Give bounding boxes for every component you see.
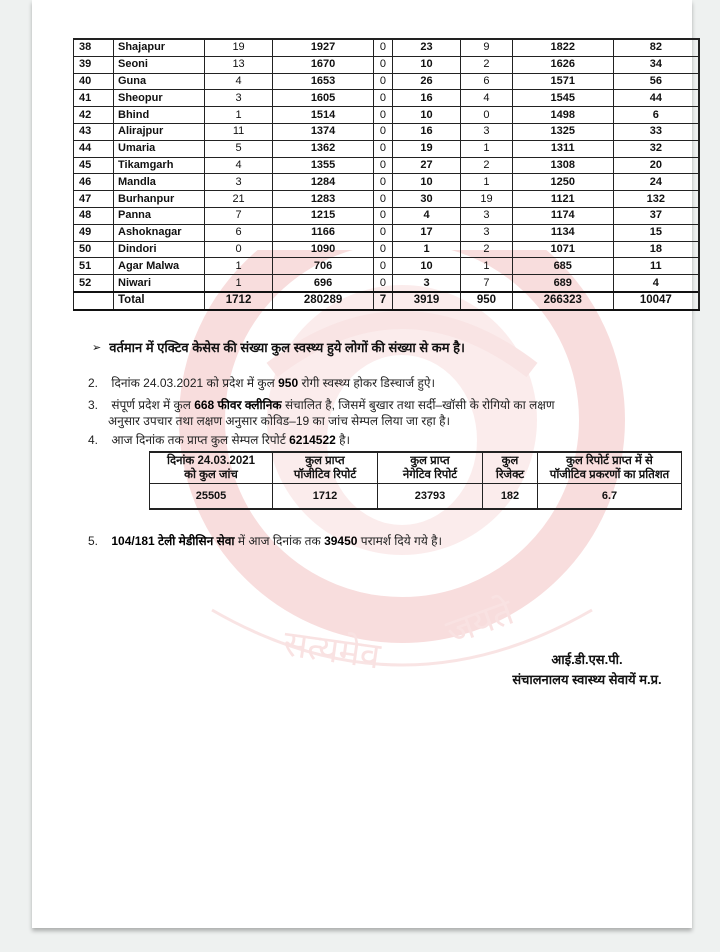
point-text: संपूर्ण प्रदेश में कुल bbox=[111, 398, 191, 412]
note-text: वर्तमान में एक्टिव केसेस की संख्या कुल स्वस्थ्य हुये लोगों की संख्या से कम है। bbox=[109, 340, 465, 355]
point-text: परामर्श दिये गये है। bbox=[360, 534, 443, 548]
cell: 3 bbox=[205, 90, 273, 107]
cell: 56 bbox=[613, 73, 699, 90]
cell: 1121 bbox=[512, 191, 613, 208]
serial-number: 48 bbox=[74, 207, 114, 224]
cell: 37 bbox=[613, 207, 699, 224]
total-tests-value: 25505 bbox=[150, 484, 273, 510]
cell: 32 bbox=[613, 140, 699, 157]
cell: 3 bbox=[461, 207, 513, 224]
serial-number: 52 bbox=[74, 275, 114, 292]
total-cell: 3919 bbox=[392, 292, 460, 310]
cell: 0 bbox=[374, 90, 393, 107]
cell: 1927 bbox=[273, 39, 374, 56]
cell: 1 bbox=[461, 174, 513, 191]
total-cell: 280289 bbox=[273, 292, 374, 310]
cell: 0 bbox=[374, 157, 393, 174]
cell: 1355 bbox=[273, 157, 374, 174]
cell: 0 bbox=[374, 174, 393, 191]
cell: 1822 bbox=[512, 39, 613, 56]
cell: 1215 bbox=[273, 207, 374, 224]
point-5 bbox=[88, 533, 442, 549]
cell: 30 bbox=[392, 191, 460, 208]
cell: 1134 bbox=[512, 224, 613, 241]
serial-number: 51 bbox=[74, 258, 114, 275]
svg-text:सत्यमेव: सत्यमेव bbox=[280, 623, 383, 678]
cell: 2 bbox=[461, 241, 513, 258]
cell: 13 bbox=[205, 56, 273, 73]
district-name: Shajapur bbox=[114, 39, 205, 56]
cell: 696 bbox=[273, 275, 374, 292]
cell: 1174 bbox=[512, 207, 613, 224]
discharged-count: 950 bbox=[278, 376, 299, 390]
point-number: 2. bbox=[88, 376, 99, 390]
serial-number: 49 bbox=[74, 224, 114, 241]
table-row bbox=[74, 73, 700, 90]
cell: 2 bbox=[461, 157, 513, 174]
cell: 0 bbox=[461, 107, 513, 124]
cell: 1 bbox=[392, 241, 460, 258]
district-name: Burhanpur bbox=[114, 191, 205, 208]
district-name: Ashoknagar bbox=[114, 224, 205, 241]
point-text: में आज दिनांक तक bbox=[237, 534, 321, 548]
total-cell: 266323 bbox=[512, 292, 613, 310]
table-row bbox=[74, 56, 700, 73]
table-row bbox=[74, 39, 700, 56]
fever-clinic-count: 668 फीवर क्लीनिक bbox=[194, 398, 282, 412]
district-name: Niwari bbox=[114, 275, 205, 292]
cell: 3 bbox=[461, 224, 513, 241]
cell: 0 bbox=[374, 275, 393, 292]
table-row bbox=[74, 174, 700, 191]
cell: 1498 bbox=[512, 107, 613, 124]
point-text: आज दिनांक तक प्राप्त कुल सेम्पल रिपोर्ट bbox=[111, 433, 286, 447]
district-name: Mandla bbox=[114, 174, 205, 191]
point-text-continued: अनुसार उपचार तथा लक्षण अनुसार कोविड–19 का जांच सेम्पल लिया जा रहा है। bbox=[108, 414, 451, 428]
cell: 1362 bbox=[273, 140, 374, 157]
cell: 6 bbox=[205, 224, 273, 241]
cell: 1 bbox=[205, 275, 273, 292]
cell: 27 bbox=[392, 157, 460, 174]
cell: 7 bbox=[461, 275, 513, 292]
district-name: Seoni bbox=[114, 56, 205, 73]
serial-number: 41 bbox=[74, 90, 114, 107]
sample-summary-table bbox=[149, 451, 682, 510]
cell: 3 bbox=[205, 174, 273, 191]
column-header: कुल प्राप्त पॉजीटिव रिपोर्ट bbox=[273, 452, 378, 484]
svg-text:जयते: जयते bbox=[441, 591, 520, 654]
column-header: कुल प्राप्त नेगेटिव रिपोर्ट bbox=[378, 452, 483, 484]
cell: 1311 bbox=[512, 140, 613, 157]
cell: 6 bbox=[613, 107, 699, 124]
cell: 11 bbox=[613, 258, 699, 275]
cell: 4 bbox=[392, 207, 460, 224]
negative-value: 23793 bbox=[378, 484, 483, 510]
cell: 0 bbox=[374, 56, 393, 73]
cell: 1514 bbox=[273, 107, 374, 124]
header-row bbox=[150, 452, 682, 484]
cell: 24 bbox=[613, 174, 699, 191]
district-name: Guna bbox=[114, 73, 205, 90]
signature-line-2: संचालनालय स्वास्थ्य सेवायें म.प्र. bbox=[512, 672, 662, 687]
arrow-bullet-icon: ➢ bbox=[92, 341, 102, 354]
column-header: दिनांक 24.03.2021 को कुल जांच bbox=[150, 452, 273, 484]
cell: 1 bbox=[205, 258, 273, 275]
total-cell: 7 bbox=[374, 292, 393, 310]
cell: 10 bbox=[392, 174, 460, 191]
positivity-percent-value: 6.7 bbox=[538, 484, 682, 510]
district-name: Tikamgarh bbox=[114, 157, 205, 174]
point-text: दिनांक 24.03.2021 को प्रदेश में कुल bbox=[111, 376, 275, 390]
point-text: संचालित है, जिसमें बुखार तथा सर्दी–खॉसी के रोगियो का लक्षण bbox=[284, 398, 555, 412]
cell: 1374 bbox=[273, 123, 374, 140]
cell: 23 bbox=[392, 39, 460, 56]
telemedicine-service: 104/181 टेली मेडीसिन सेवा bbox=[111, 534, 235, 548]
cell: 34 bbox=[613, 56, 699, 73]
serial-number: 46 bbox=[74, 174, 114, 191]
serial-number: 50 bbox=[74, 241, 114, 258]
table-row bbox=[150, 484, 682, 510]
cell: 5 bbox=[205, 140, 273, 157]
cell: 4 bbox=[461, 90, 513, 107]
total-cell: 1712 bbox=[205, 292, 273, 310]
cell: 132 bbox=[613, 191, 699, 208]
cell: 2 bbox=[461, 56, 513, 73]
cell: 21 bbox=[205, 191, 273, 208]
point-text: रोगी स्वस्थ्य होकर डिस्चार्ज हुऐ। bbox=[301, 376, 436, 390]
cell: 1 bbox=[461, 140, 513, 157]
cell: 0 bbox=[374, 191, 393, 208]
cell: 19 bbox=[392, 140, 460, 157]
cell: 11 bbox=[205, 123, 273, 140]
cell: 20 bbox=[613, 157, 699, 174]
point-number: 4. bbox=[88, 433, 99, 447]
cell: 1545 bbox=[512, 90, 613, 107]
district-name: Dindori bbox=[114, 241, 205, 258]
cell: 0 bbox=[374, 207, 393, 224]
cell: 0 bbox=[205, 241, 273, 258]
cell: 0 bbox=[374, 258, 393, 275]
cell: 1284 bbox=[273, 174, 374, 191]
cell: 44 bbox=[613, 90, 699, 107]
cell: 1166 bbox=[273, 224, 374, 241]
table-row bbox=[74, 107, 700, 124]
cell: 19 bbox=[205, 39, 273, 56]
cell: 15 bbox=[613, 224, 699, 241]
consultation-count: 39450 bbox=[324, 534, 358, 548]
document-page bbox=[32, 0, 692, 928]
district-name: Bhind bbox=[114, 107, 205, 124]
table-row bbox=[74, 123, 700, 140]
district-name: Umaria bbox=[114, 140, 205, 157]
cell: 706 bbox=[273, 258, 374, 275]
cell: 4 bbox=[205, 73, 273, 90]
cell: 10 bbox=[392, 258, 460, 275]
cell: 82 bbox=[613, 39, 699, 56]
cell: 0 bbox=[374, 224, 393, 241]
cell: 0 bbox=[374, 241, 393, 258]
cell: 0 bbox=[374, 140, 393, 157]
table-row bbox=[74, 90, 700, 107]
cell: 4 bbox=[613, 275, 699, 292]
cell: 1605 bbox=[273, 90, 374, 107]
serial-number bbox=[74, 292, 114, 310]
point-3 bbox=[88, 397, 648, 429]
point-2 bbox=[88, 375, 435, 391]
rejected-value: 182 bbox=[483, 484, 538, 510]
cell: 9 bbox=[461, 39, 513, 56]
cell: 1250 bbox=[512, 174, 613, 191]
cell: 10 bbox=[392, 56, 460, 73]
table-row bbox=[74, 241, 700, 258]
cell: 689 bbox=[512, 275, 613, 292]
cell: 33 bbox=[613, 123, 699, 140]
cell: 16 bbox=[392, 90, 460, 107]
cell: 0 bbox=[374, 123, 393, 140]
column-header: कुल रिपोर्ट प्राप्त में से पॉजीटिव प्रकरणों का प्रतिशत bbox=[538, 452, 682, 484]
point-4 bbox=[88, 432, 350, 448]
total-cell: 10047 bbox=[613, 292, 699, 310]
total-cell: 950 bbox=[461, 292, 513, 310]
district-name: Agar Malwa bbox=[114, 258, 205, 275]
column-header: कुल रिजेक्ट bbox=[483, 452, 538, 484]
cell: 0 bbox=[374, 73, 393, 90]
cell: 1626 bbox=[512, 56, 613, 73]
cell: 26 bbox=[392, 73, 460, 90]
serial-number: 38 bbox=[74, 39, 114, 56]
cell: 18 bbox=[613, 241, 699, 258]
table-row bbox=[74, 275, 700, 292]
cell: 1308 bbox=[512, 157, 613, 174]
district-name: Alirajpur bbox=[114, 123, 205, 140]
district-name: Panna bbox=[114, 207, 205, 224]
table-row bbox=[74, 191, 700, 208]
cell: 685 bbox=[512, 258, 613, 275]
total-row bbox=[74, 292, 700, 310]
serial-number: 43 bbox=[74, 123, 114, 140]
total-label: Total bbox=[114, 292, 205, 310]
signature-block bbox=[472, 650, 702, 690]
point-number: 3. bbox=[88, 398, 99, 412]
cell: 10 bbox=[392, 107, 460, 124]
serial-number: 39 bbox=[74, 56, 114, 73]
cell: 1 bbox=[461, 258, 513, 275]
cell: 3 bbox=[461, 123, 513, 140]
serial-number: 44 bbox=[74, 140, 114, 157]
point-number: 5. bbox=[88, 534, 99, 548]
district-covid-table bbox=[73, 38, 700, 311]
table-row bbox=[74, 224, 700, 241]
serial-number: 47 bbox=[74, 191, 114, 208]
active-cases-note bbox=[92, 338, 465, 356]
district-name: Sheopur bbox=[114, 90, 205, 107]
positive-value: 1712 bbox=[273, 484, 378, 510]
serial-number: 40 bbox=[74, 73, 114, 90]
table-row bbox=[74, 157, 700, 174]
cell: 19 bbox=[461, 191, 513, 208]
cell: 1571 bbox=[512, 73, 613, 90]
cell: 1670 bbox=[273, 56, 374, 73]
cell: 1325 bbox=[512, 123, 613, 140]
cell: 1653 bbox=[273, 73, 374, 90]
serial-number: 42 bbox=[74, 107, 114, 124]
cell: 0 bbox=[374, 107, 393, 124]
cell: 6 bbox=[461, 73, 513, 90]
table-row bbox=[74, 140, 700, 157]
cell: 1283 bbox=[273, 191, 374, 208]
serial-number: 45 bbox=[74, 157, 114, 174]
cell: 1090 bbox=[273, 241, 374, 258]
cell: 1 bbox=[205, 107, 273, 124]
table-row bbox=[74, 258, 700, 275]
cell: 7 bbox=[205, 207, 273, 224]
cell: 16 bbox=[392, 123, 460, 140]
cell: 17 bbox=[392, 224, 460, 241]
table-row bbox=[74, 207, 700, 224]
cell: 4 bbox=[205, 157, 273, 174]
point-text: है। bbox=[339, 433, 351, 447]
cell: 1071 bbox=[512, 241, 613, 258]
signature-line-1: आई.डी.एस.पी. bbox=[551, 652, 623, 667]
cell: 0 bbox=[374, 39, 393, 56]
cell: 3 bbox=[392, 275, 460, 292]
total-sample-reports: 6214522 bbox=[289, 433, 336, 447]
